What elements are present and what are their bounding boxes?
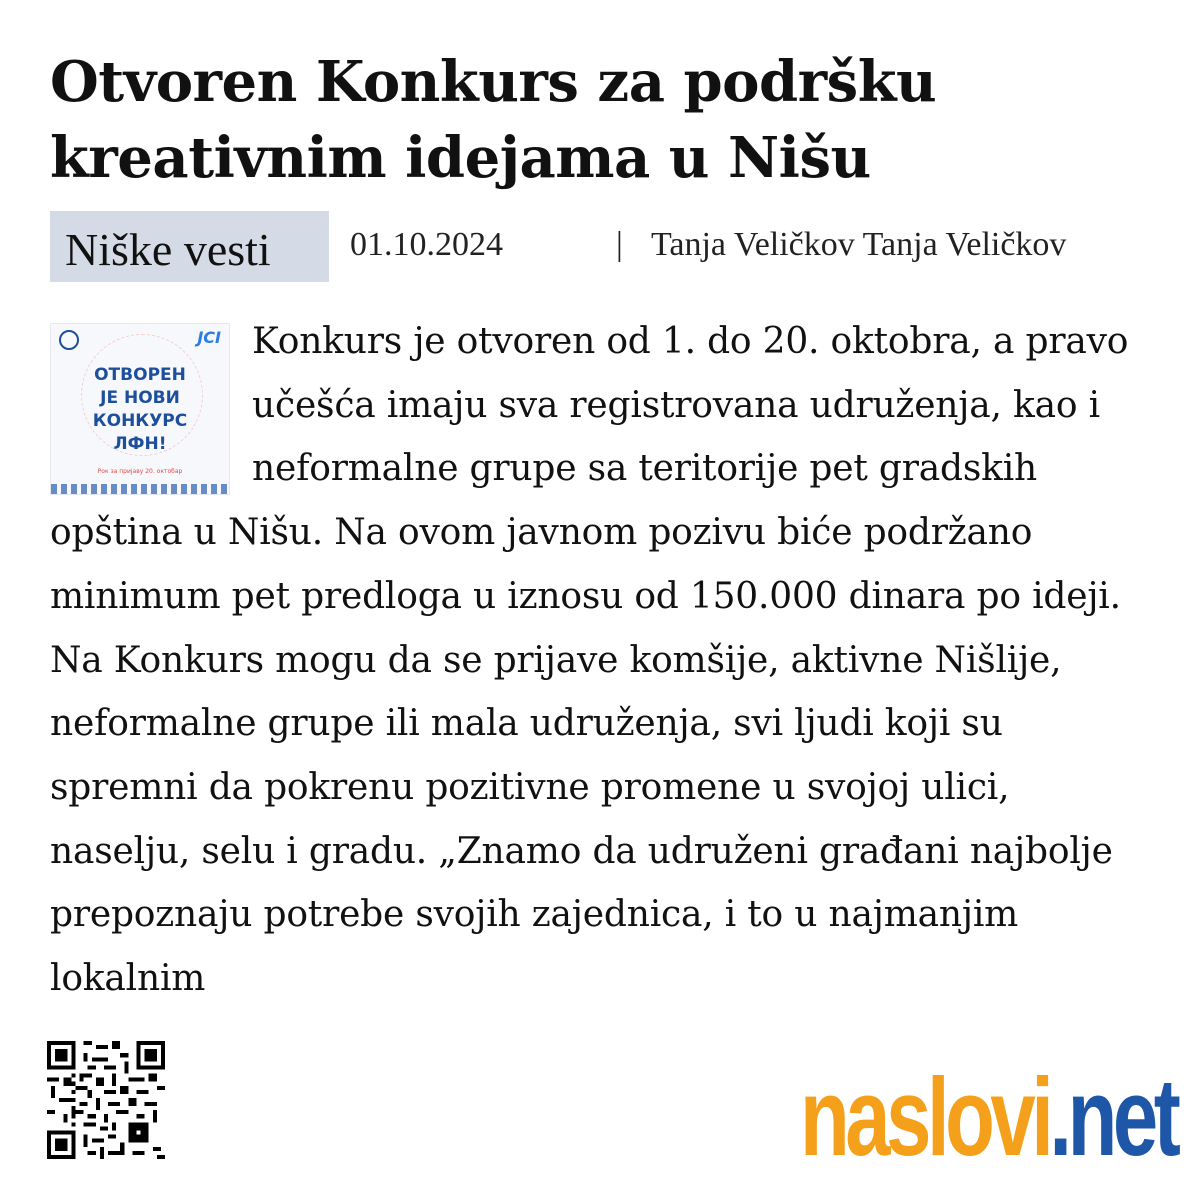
thumbnail-deadline: Рок за пријаву 20. октобар (97, 468, 183, 475)
thumbnail-line: ЈЕ НОВИ (100, 388, 180, 408)
article-text: Konkurs je otvoren od 1. do 20. oktobra, a pravo učešća imaju sva registrovana udruženja, kao i neformalne grupe sa teritorije pet gradskih opština u Nišu. Na ovom javnom pozivu biće podržano minimum pet predloga u iznosu od 150.000 dinara po ideji. Na Konkurs mogu da se prijave komšije, aktivne Nišlije, neformalne grupe ili mala udruženja, svi ljudi koji su spremni da pokrenu pozitivne promene u svojoj ulici, naselju, selu i gradu. „Znamo da udruženi građani najbolje prepoznaju potrebe svojih zajednica, i to u najmanjim lokalnim (50, 321, 1129, 1000)
thumbnail-line: ЛФН! (113, 434, 167, 454)
logo-part-naslovi: naslovi (800, 1056, 1050, 1179)
category-badge[interactable]: Niške vesti (50, 211, 329, 282)
article-meta (50, 211, 1160, 282)
logo-part-net: .net (1049, 1056, 1177, 1179)
publish-date: 01.10.2024 (350, 226, 503, 263)
meta-separator: | (616, 226, 623, 263)
article-title: Otvoren Konkurs za podršku kreativnim idejama u Nišu (50, 49, 937, 191)
thumbnail-line: КОНКУРС (92, 411, 188, 431)
qr-code[interactable] (47, 1038, 165, 1162)
site-logo[interactable] (800, 1056, 1177, 1179)
author-name[interactable]: Tanja Veličkov Tanja Veličkov (651, 226, 1067, 263)
article-body (50, 310, 1160, 1011)
thumbnail-line: ОТВОРЕН (94, 365, 186, 385)
thumbnail-logo: JCI (197, 328, 221, 347)
